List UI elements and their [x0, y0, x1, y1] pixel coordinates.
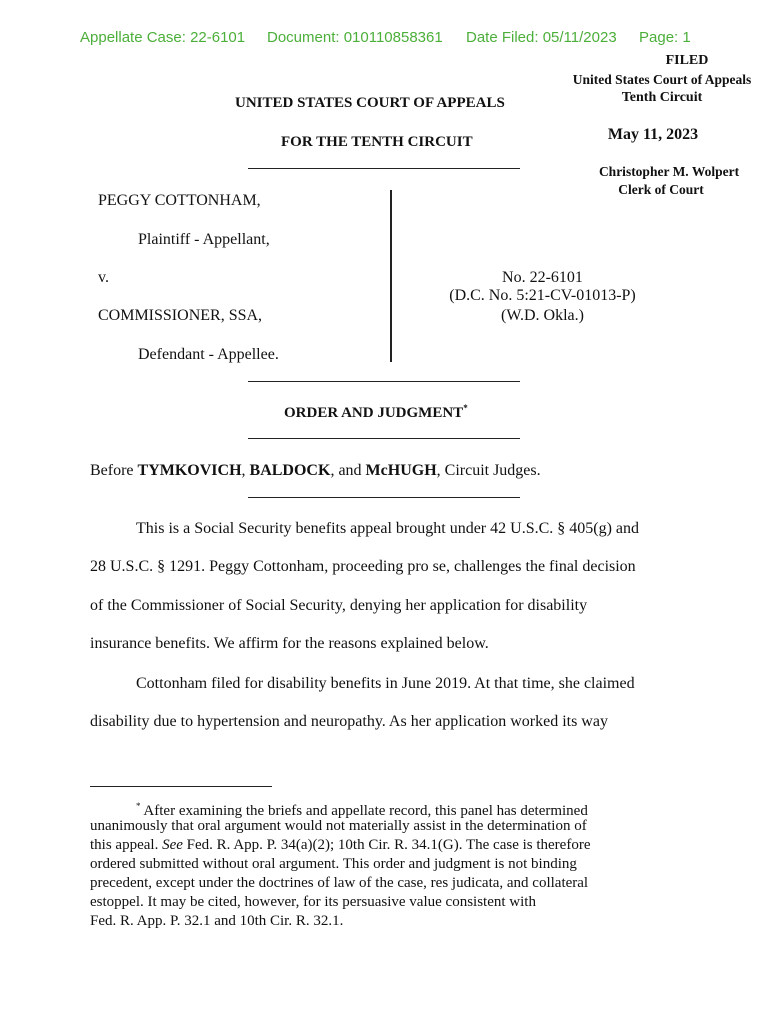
body-line: of the Commissioner of Social Security, denying her application for disability — [90, 597, 588, 614]
stamp-filed: FILED — [665, 53, 709, 68]
judge-tymkovich: TYMKOVICH — [137, 462, 242, 479]
divider — [248, 168, 520, 169]
district-court-number: (D.C. No. 5:21-CV-01013-P) — [449, 287, 636, 304]
stamp-circuit: Tenth Circuit — [621, 90, 703, 105]
plaintiff-name: PEGGY COTTONHAM, — [98, 192, 261, 209]
footnote-line: ordered submitted without oral argument. This order and judgment is not binding — [90, 856, 577, 872]
stamp-clerk-title: Clerk of Court — [618, 182, 704, 197]
footnote-line: precedent, except under the doctrines of law of the case, res judicata, and collateral — [90, 875, 589, 891]
footnote-line: unanimously that oral argument would not materially assist in the determination of — [90, 818, 587, 834]
header-date-filed: Date Filed: 05/11/2023 — [466, 29, 617, 46]
footnote-text: this appeal. — [90, 837, 163, 853]
body-line: 28 U.S.C. § 1291. Peggy Cottonham, proceeding pro se, challenges the final decision — [90, 558, 636, 575]
court-circuit: FOR THE TENTH CIRCUIT — [281, 134, 473, 150]
court-title: UNITED STATES COURT OF APPEALS — [235, 95, 505, 111]
divider — [248, 381, 520, 382]
plaintiff-role: Plaintiff - Appellant, — [138, 231, 270, 248]
order-title — [284, 403, 468, 422]
order-title-text: ORDER AND JUDGMENT — [284, 405, 464, 421]
body-line: Cottonham filed for disability benefits in June 2019. At that time, she claimed — [136, 675, 635, 692]
stamp-court: United States Court of Appeals — [572, 72, 752, 87]
footnote-text: After examining the briefs and appellate record, this panel has determined — [140, 803, 588, 819]
footnote-line: Fed. R. App. P. 32.1 and 10th Cir. R. 32.1. — [90, 913, 344, 929]
stamp-date: May 11, 2023 — [607, 126, 699, 143]
body-line: disability due to hypertension and neuropathy. As her application worked its way — [90, 713, 608, 730]
footnote-line: estoppel. It may be cited, however, for its persuasive value consistent with — [90, 894, 536, 910]
footnote-signal: See — [162, 837, 183, 853]
versus: v. — [98, 269, 109, 286]
district-court: (W.D. Okla.) — [501, 307, 584, 324]
body-line: insurance benefits. We affirm for the reasons explained below. — [90, 635, 489, 652]
judge-mchugh: McHUGH — [365, 462, 437, 479]
footnote-separator — [90, 786, 272, 787]
divider — [248, 438, 520, 439]
judges-separator: , — [241, 462, 250, 479]
panel-judges — [90, 462, 541, 480]
judges-suffix: , Circuit Judges. — [436, 462, 541, 479]
divider — [248, 497, 520, 498]
header-page-number: Page: 1 — [639, 29, 691, 46]
footnote-line — [90, 836, 590, 855]
case-number: No. 22-6101 — [502, 269, 583, 286]
body-line: This is a Social Security benefits appeal brought under 42 U.S.C. § 405(g) and — [136, 520, 640, 537]
stamp-clerk-name: Christopher M. Wolpert — [598, 164, 740, 179]
caption-divider — [390, 190, 392, 362]
header-case-number: Appellate Case: 22-6101 — [80, 29, 246, 46]
footnote-text: Fed. R. App. P. 34(a)(2); 10th Cir. R. 34.1(G). The case is therefore — [182, 837, 591, 853]
footnote-marker: * — [463, 403, 468, 413]
judges-before: Before — [90, 462, 138, 479]
footnote-mark: * — [136, 801, 141, 811]
judges-separator: , and — [330, 462, 366, 479]
defendant-name: COMMISSIONER, SSA, — [98, 307, 263, 324]
defendant-role: Defendant - Appellee. — [138, 346, 279, 363]
judge-baldock: BALDOCK — [249, 462, 331, 479]
header-document-number: Document: 010110858361 — [267, 29, 443, 46]
